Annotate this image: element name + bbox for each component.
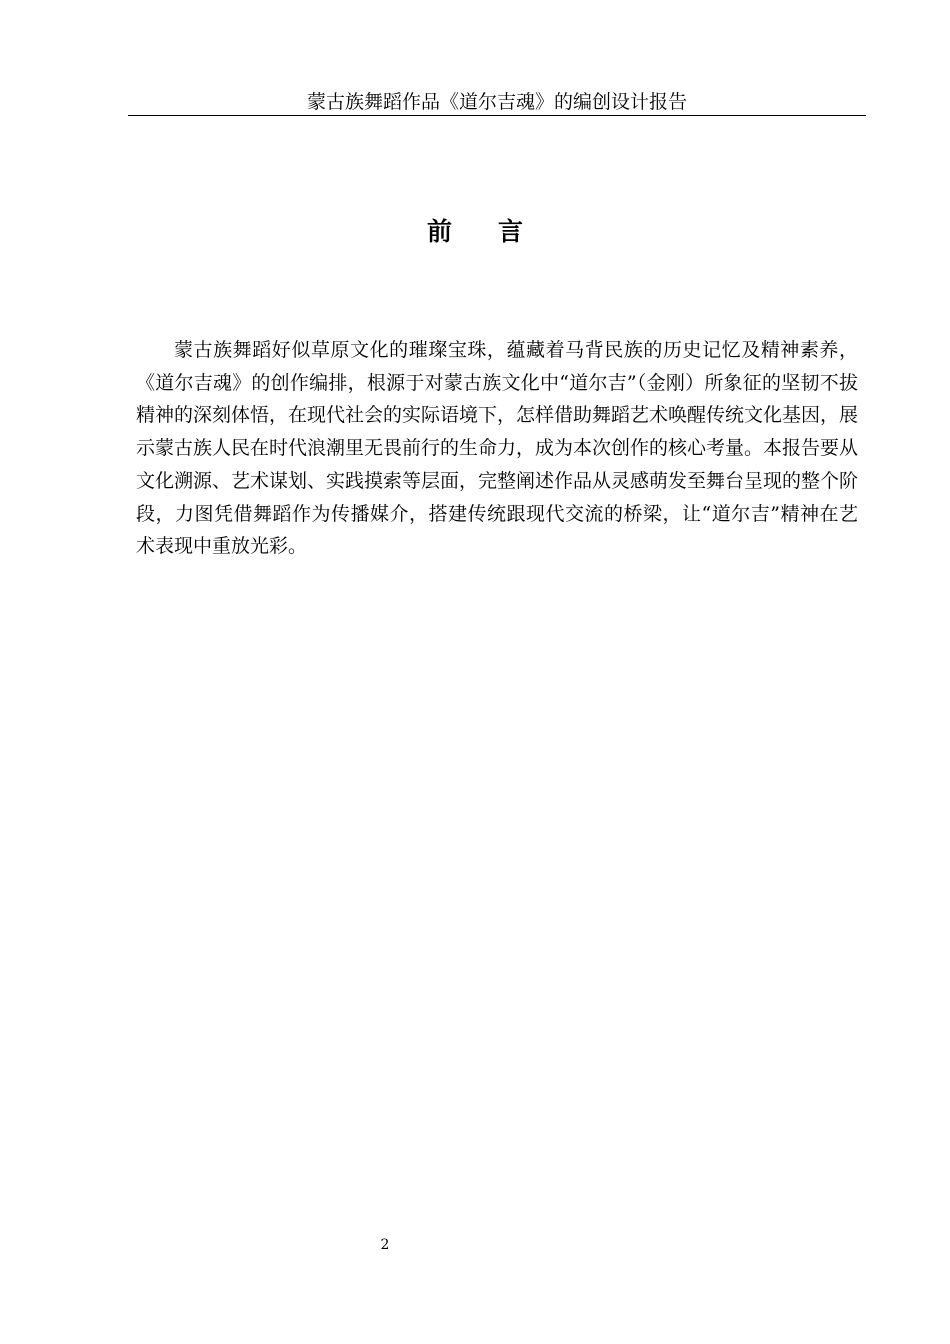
running-header: 蒙古族舞蹈作品《道尔吉魂》的编创设计报告	[306, 91, 687, 113]
section-heading: 前言	[426, 217, 569, 246]
page-number: 2	[380, 1237, 390, 1253]
body-paragraph: 蒙古族舞蹈好似草原文化的璀璨宝珠，蕴藏着马背民族的历史记忆及精神素养，《道尔吉魂》的创作编排，根源于对蒙古族文化中“道尔吉”（金刚）所象征的坚韧不拔精神的深刻体悟，在现代社会的实际语境下，怎样借助舞蹈艺术唤醒传统文化基因，展示蒙古族人民在时代浪潮里无畏前行的生命力，成为本次创作的核心考量。本报告要从文化溯源、艺术谋划、实践摸索等层面，完整阐述作品从灵感萌发至舞台呈现的整个阶段，力图凭借舞蹈作为传播媒介，搭建传统跟现代交流的桥梁，让“道尔吉”精神在艺术表现中重放光彩。	[136, 339, 859, 558]
header-rule	[128, 115, 866, 116]
